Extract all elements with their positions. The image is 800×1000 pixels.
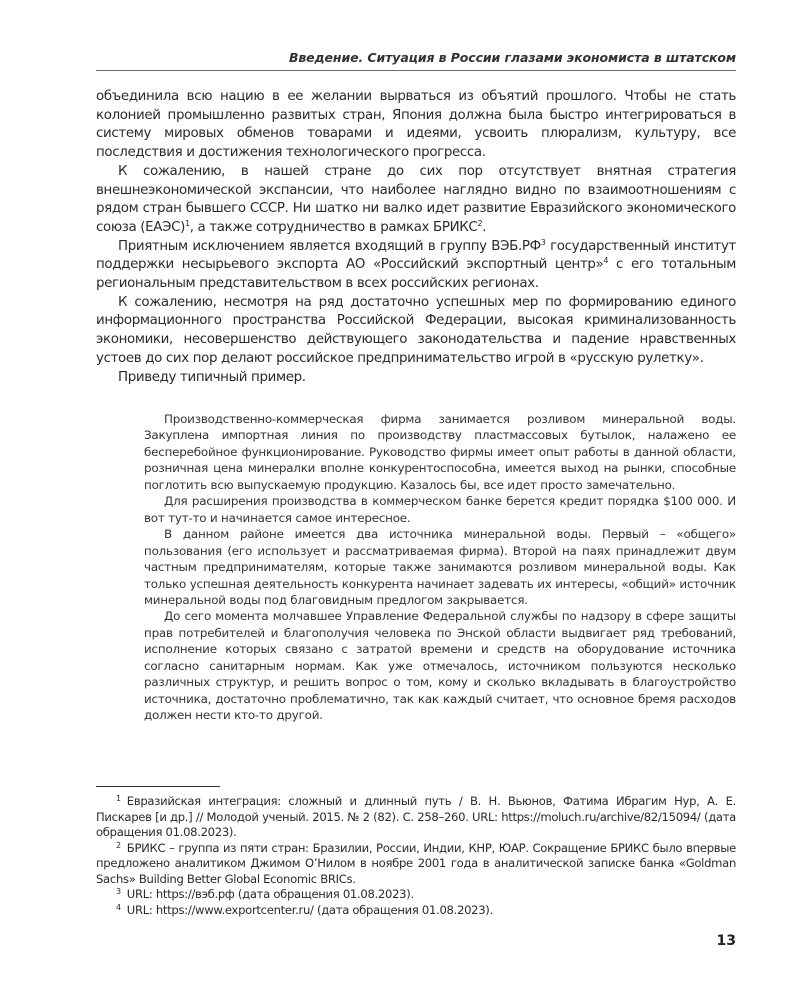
- page-number: 13: [716, 933, 736, 949]
- footnote-number: 2: [116, 840, 121, 850]
- footnote: $^4$ URL: https://www.exportcenter.ru/ (дата обращения 01.08.2023).: [116, 902, 493, 917]
- main-text: [96, 88, 736, 387]
- footnote-ref[interactable]: 1: [184, 218, 190, 228]
- footnote-ref[interactable]: 2: [477, 218, 483, 228]
- paragraph: К сожалению, несмотря на ряд достаточно успешных мер по формированию единого информационного пространства Российской Федерации, высокая криминализованность экономики, несовершенство действующего законодательства и падение нравственных устоев до сих пор делают российское предпринимательство игрой в «русскую рулетку».: [96, 294, 736, 366]
- example-block: [144, 411, 736, 724]
- example-paragraph: Для расширения производства в коммерческом банке берется кредит порядка $100 000. И вот тут-то и начинается самое интересное.: [144, 494, 736, 525]
- footnotes: [96, 794, 736, 918]
- paragraph: К сожалению, в нашей стране до сих пор отсутствует внятная стратегия внешнеэкономической экспансии, что наиболее наглядно видно по взаимоотношениям с рядом стран бывшего СССР. Ни шатко ни валко идет развитие Евразийского экономического союза (ЕАЭС)$^1$, а также сотрудничество в рамках БРИКС$^2$.: [96, 163, 736, 235]
- footnote-number: 3: [116, 887, 121, 896]
- example-paragraph: В данном районе имеется два источника минеральной воды. Первый – «общего» пользования (его использует и рассматриваемая фирма). Второй на паях принадлежит двум частным предпринимателям, которые также занимаются розливом минеральной воды. Как только успешная деятельность конкурента начинает задевать их интересы, «общий» источник минеральной воды под благовидным предлогом закрывается.: [144, 527, 736, 607]
- example-paragraph: До сего момента молчавшее Управление Федеральной службы по надзору в сфере защиты прав потребителей и благополучия человека по Энской области выдвигает ряд требований, исполнение которых связано с затратой времени и средств на оборудование источника согласно санитарным нормам. Как уже отмечалось, источником пользуются несколько различных структур, и решить вопрос о том, кому и сколько вкладывать в благоустройство источника, достаточно проблематично, так как каждый считает, что основное бремя расходов должен нести кто-то другой.: [144, 609, 736, 723]
- footnote: $^1$ Евразийская интеграция: сложный и длинный путь / В. Н. Вьюнов, Фатима Ибрагим Нур, А. Е. Пискарев [и др.] // Молодой ученый. 2015. № 2 (82). С. 258–260. URL: https://moluch.ru/archive/82/15094/ (дата обращения 01.08.2023).: [96, 794, 736, 839]
- example-paragraph: Производственно-коммерческая фирма занимается розливом минеральной воды. Закуплена импортная линия по производству пластмассовых бутылок, налажено ее бесперебойное функционирование. Руководство фирмы имеет опыт работы в данной области, розничная цена минералки вполне конкурентоспособна, имеется выход на рынки, способные поглотить всю выпускаемую продукцию. Казалось бы, все идет просто замечательно.: [144, 412, 736, 492]
- paragraph: объединила всю нацию в ее желании вырваться из объятий прошлого. Чтобы не стать колонией промышленно развитых стран, Япония должна была быстро интегрироваться в систему мировых обменов товарами и идеями, усвоить плюрализм, культуру, все последствия и достижения технологического прогресса.: [96, 89, 736, 161]
- footnote: $^2$ БРИКС – группа из пяти стран: Бразилии, России, Индии, КНР, ЮАР. Сокращение БРИКС было впервые предложено аналитиком Джимом О’Нилом в ноябре 2001 года в аналитической записке банка «Goldman Sachs» Building Better Global Economic BRICs.: [96, 840, 736, 886]
- running-title: Введение. Ситуация в России глазами экономиста в штатском: [288, 50, 736, 65]
- paragraph: Приведу типичный пример.: [118, 369, 306, 385]
- footnote-number: 1: [116, 794, 121, 803]
- running-header: [96, 48, 736, 71]
- footnote: $^3$ URL: https://вэб.рф (дата обращения 01.08.2023).: [116, 887, 414, 901]
- footnote-number: 4: [116, 902, 121, 912]
- footnote-divider: [96, 786, 220, 787]
- footnote-ref[interactable]: 4: [603, 256, 609, 266]
- paragraph: Приятным исключением является входящий в группу $ВЭБ.РФ^3$ государственный институт поддержки несырьевого экспорта АО «Российский экспортный центр»$^4$ с его тотальным региональным представительством в всех российских регионах.: [96, 237, 737, 292]
- footnote-ref[interactable]: 3: [540, 237, 546, 247]
